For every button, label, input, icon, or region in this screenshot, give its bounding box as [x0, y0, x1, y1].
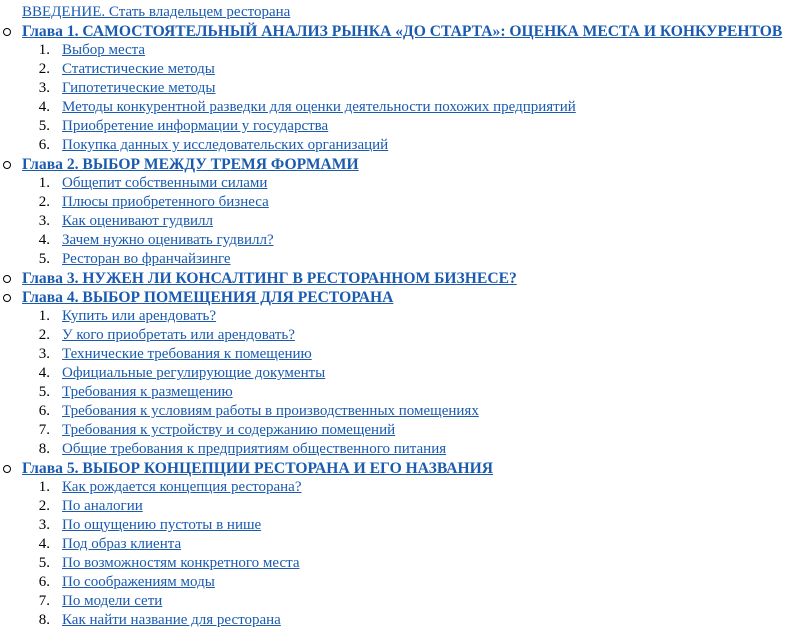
section-link[interactable]: Статистические методы	[62, 61, 215, 77]
section-link[interactable]: Требования к устройству и содержанию помещений	[62, 422, 396, 438]
chapter-heading	[0, 288, 796, 307]
item-number: 3.	[38, 80, 50, 96]
section-link[interactable]: Выбор места	[62, 42, 146, 58]
section-link[interactable]: Общепит собственными силами	[62, 175, 268, 191]
item-number: 1.	[38, 42, 50, 58]
section-link[interactable]: Приобретение информации у государства	[62, 118, 329, 134]
item-number: 5.	[38, 555, 50, 571]
section-link[interactable]: Зачем нужно оценивать гудвилл?	[62, 232, 274, 248]
section-link[interactable]: Купить или арендовать?	[62, 308, 217, 324]
item-number: 4.	[38, 232, 50, 248]
chapter-4	[0, 288, 796, 459]
list-item	[0, 478, 796, 497]
circle-bullet-icon	[3, 28, 11, 36]
list-item	[0, 573, 796, 592]
section-link[interactable]: Требования к размещению	[62, 384, 233, 400]
section-link[interactable]: Покупка данных у исследовательских организаций	[62, 137, 389, 153]
item-number: 2.	[38, 327, 50, 343]
chapter-3	[0, 269, 796, 288]
item-number: 2.	[38, 498, 50, 514]
section-link[interactable]: Как оценивают гудвилл	[62, 213, 214, 229]
chapter-heading	[0, 22, 796, 41]
chapter-2	[0, 155, 796, 269]
section-list	[0, 478, 796, 630]
section-link[interactable]: Технические требования к помещению	[62, 346, 312, 362]
section-list	[0, 41, 796, 155]
section-link[interactable]: Под образ клиента	[62, 536, 182, 552]
section-list	[0, 307, 796, 459]
section-link[interactable]: Методы конкурентной разведки для оценки деятельности похожих предприятий	[62, 99, 576, 115]
item-number: 4.	[38, 99, 50, 115]
item-number: 7.	[38, 422, 50, 438]
section-link[interactable]: Как найти название для ресторана	[62, 612, 281, 628]
item-number: 1.	[38, 479, 50, 495]
list-item	[0, 383, 796, 402]
item-number: 3.	[38, 346, 50, 362]
list-item	[0, 326, 796, 345]
chapter-title-link[interactable]: Глава 1. САМОСТОЯТЕЛЬНЫЙ АНАЛИЗ РЫНКА «ДО СТАРТА»: ОЦЕНКА МЕСТА И КОНКУРЕНТОВ	[22, 23, 783, 40]
chapter-5	[0, 459, 796, 630]
item-number: 6.	[38, 403, 50, 419]
section-link[interactable]: По ощущению пустоты в нише	[62, 517, 262, 533]
chapter-title-link[interactable]: Глава 4. ВЫБОР ПОМЕЩЕНИЯ ДЛЯ РЕСТОРАНА	[22, 289, 394, 306]
chapter-1	[0, 22, 796, 155]
item-number: 4.	[38, 365, 50, 381]
list-item	[0, 41, 796, 60]
item-number: 7.	[38, 593, 50, 609]
circle-bullet-icon	[3, 275, 11, 283]
chapter-list	[0, 22, 796, 630]
circle-bullet-icon	[3, 294, 11, 302]
circle-bullet-icon	[3, 465, 11, 473]
section-link[interactable]: У кого приобретать или арендовать?	[62, 327, 295, 343]
chapter-heading	[0, 269, 796, 288]
list-item	[0, 364, 796, 383]
chapter-title-link[interactable]: Глава 3. НУЖЕН ЛИ КОНСАЛТИНГ В РЕСТОРАННОМ БИЗНЕСЕ?	[22, 270, 517, 287]
section-link[interactable]: Как рождается концепция ресторана?	[62, 479, 302, 495]
section-link[interactable]: По модели сети	[62, 593, 163, 609]
list-item	[0, 212, 796, 231]
list-item	[0, 307, 796, 326]
list-item	[0, 421, 796, 440]
list-item	[0, 174, 796, 193]
list-item	[0, 345, 796, 364]
section-link[interactable]: Требования к условиям работы в производственных помещениях	[62, 403, 479, 419]
item-number: 2.	[38, 194, 50, 210]
item-number: 6.	[38, 137, 50, 153]
list-item	[0, 250, 796, 269]
chapter-title-link[interactable]: Глава 5. ВЫБОР КОНЦЕПЦИИ РЕСТОРАНА И ЕГО НАЗВАНИЯ	[22, 460, 494, 477]
item-number: 5.	[38, 251, 50, 267]
list-item	[0, 592, 796, 611]
list-item	[0, 535, 796, 554]
list-item	[0, 98, 796, 117]
section-link[interactable]: По возможностям конкретного места	[62, 555, 300, 571]
section-link[interactable]: Ресторан во франчайзинге	[62, 251, 231, 267]
section-link[interactable]: Плюсы приобретенного бизнеса	[62, 194, 269, 210]
circle-bullet-icon	[3, 161, 11, 169]
item-number: 8.	[38, 612, 50, 628]
list-item	[0, 193, 796, 212]
item-number: 3.	[38, 213, 50, 229]
section-link[interactable]: По аналогии	[62, 498, 143, 514]
item-number: 5.	[38, 118, 50, 134]
item-number: 5.	[38, 384, 50, 400]
section-list	[0, 174, 796, 269]
item-number: 3.	[38, 517, 50, 533]
chapter-title-link[interactable]: Глава 2. ВЫБОР МЕЖДУ ТРЕМЯ ФОРМАМИ	[22, 156, 359, 173]
section-link[interactable]: По соображениям моды	[62, 574, 215, 590]
section-link[interactable]: Официальные регулирующие документы	[62, 365, 326, 381]
intro-link[interactable]: ВВЕДЕНИЕ. Стать владельцем ресторана	[22, 4, 291, 20]
list-item	[0, 231, 796, 250]
list-item	[0, 497, 796, 516]
list-item	[0, 79, 796, 98]
item-number: 8.	[38, 441, 50, 457]
chapter-heading	[0, 459, 796, 478]
list-item	[0, 516, 796, 535]
item-number: 1.	[38, 175, 50, 191]
item-number: 1.	[38, 308, 50, 324]
item-number: 6.	[38, 574, 50, 590]
chapter-heading	[0, 155, 796, 174]
list-item	[0, 402, 796, 421]
list-item	[0, 117, 796, 136]
list-item	[0, 611, 796, 630]
section-link[interactable]: Общие требования к предприятиям общественного питания	[62, 441, 447, 457]
item-number: 2.	[38, 61, 50, 77]
list-item	[0, 136, 796, 155]
item-number: 4.	[38, 536, 50, 552]
list-item	[0, 60, 796, 79]
list-item	[0, 440, 796, 459]
section-link[interactable]: Гипотетические методы	[62, 80, 216, 96]
list-item	[0, 554, 796, 573]
